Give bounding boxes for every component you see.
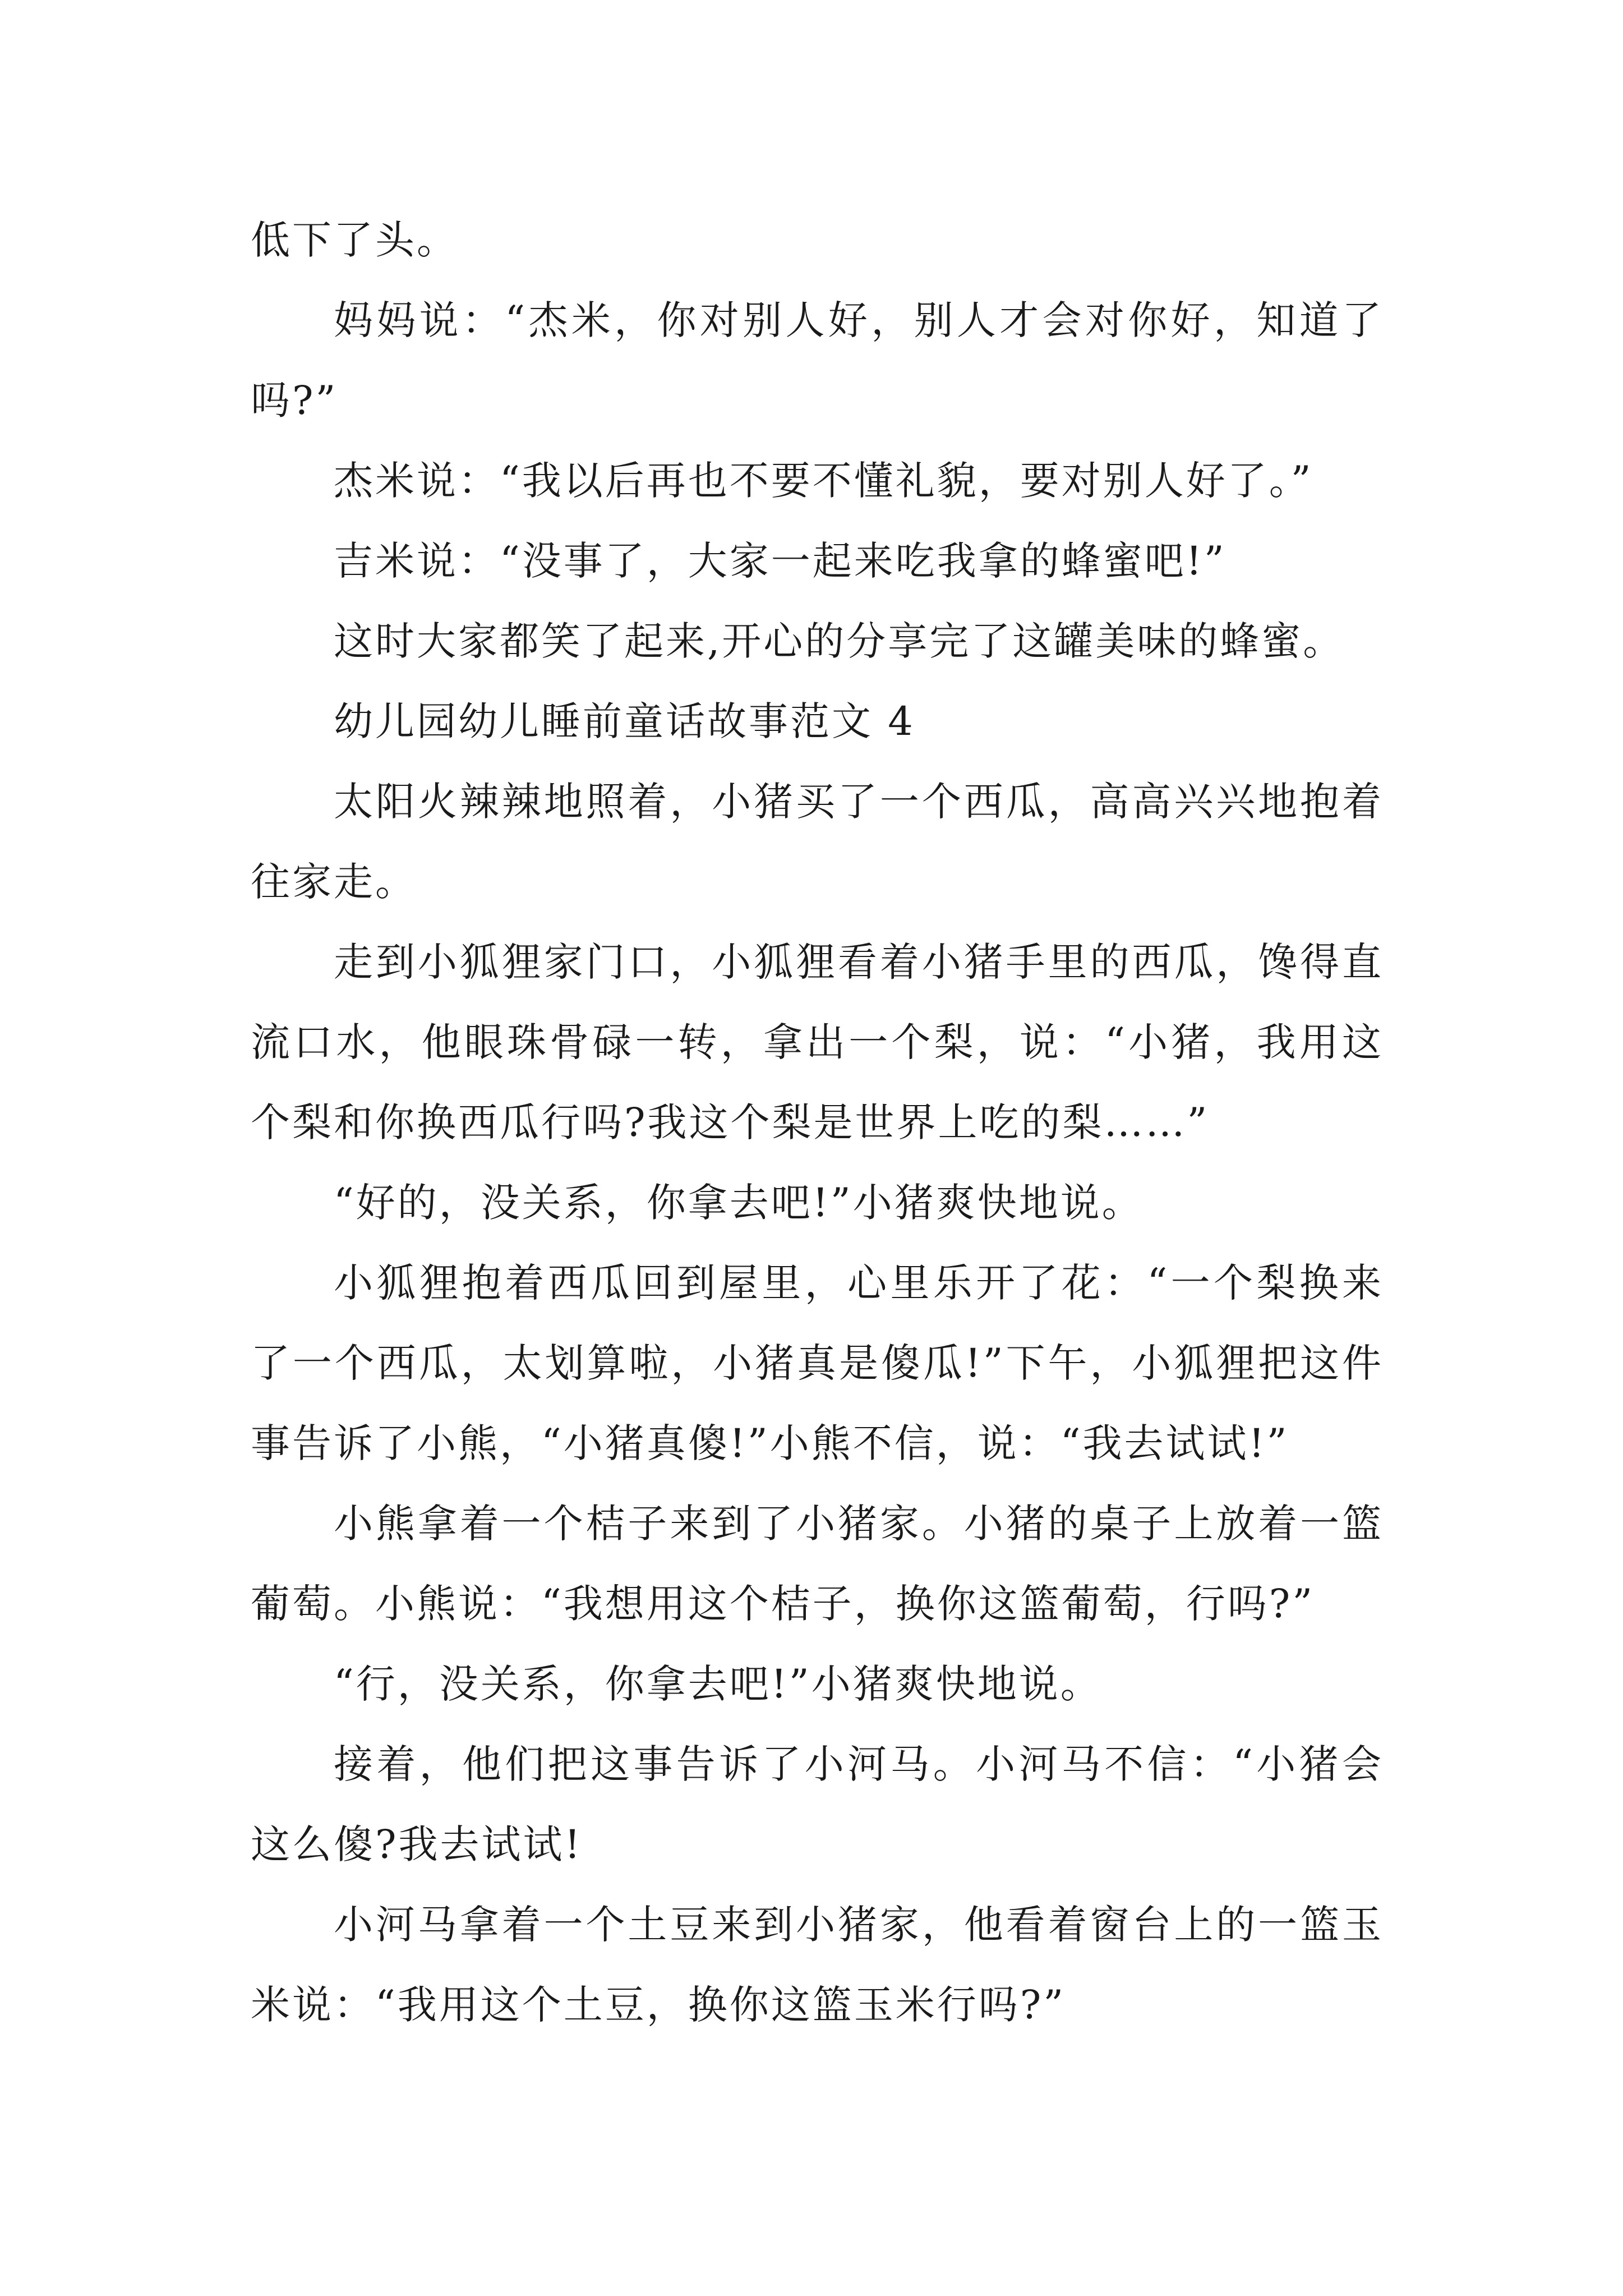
- paragraph: 小河马拿着一个土豆来到小猪家，他看着窗台上的一篮玉米说：“我用这个土豆，换你这篮玉米行吗?”: [251, 1902, 1384, 2028]
- paragraph: 妈妈说：“杰米，你对别人好，别人才会对你好，知道了吗?”: [251, 297, 1384, 424]
- paragraph-continuation: 低下了头。: [251, 217, 458, 263]
- paragraph: 这时大家都笑了起来,开心的分享完了这罐美味的蜂蜜。: [334, 618, 1345, 664]
- paragraph: “行，没关系，你拿去吧!”小猪爽快地说。: [334, 1661, 1102, 1707]
- paragraph: 走到小狐狸家门口，小狐狸看着小猪手里的西瓜，馋得直流口水，他眼珠骨碌一转，拿出一个梨，说：“小猪，我用这个梨和你换西瓜行吗?我这个梨是世界上吃的梨……”: [251, 939, 1384, 1145]
- paragraph: 接着，他们把这事告诉了小河马。小河马不信：“小猪会这么傻?我去试试!: [251, 1741, 1384, 1867]
- document-body: [251, 200, 1384, 2045]
- paragraph: 吉米说：“没事了，大家一起来吃我拿的蜂蜜吧!”: [334, 538, 1227, 584]
- paragraph: 太阳火辣辣地照着，小猪买了一个西瓜，高高兴兴地抱着往家走。: [251, 779, 1384, 905]
- paragraph: 小狐狸抱着西瓜回到屋里，心里乐开了花：“一个梨换来了一个西瓜，太划算啦，小猪真是傻瓜!”下午，小狐狸把这件事告诉了小熊，“小猪真傻!”小熊不信，说：“我去试试!”: [251, 1260, 1384, 1466]
- paragraph: 杰米说：“我以后再也不要不懂礼貌，要对别人好了。”: [334, 458, 1313, 504]
- section-heading: 幼儿园幼儿睡前童话故事范文 4: [334, 698, 915, 744]
- paragraph: 小熊拿着一个桔子来到了小猪家。小猪的桌子上放着一篮葡萄。小熊说：“我想用这个桔子，换你这篮葡萄，行吗?”: [251, 1501, 1384, 1627]
- paragraph: “好的，没关系，你拿去吧!”小猪爽快地说。: [334, 1180, 1144, 1226]
